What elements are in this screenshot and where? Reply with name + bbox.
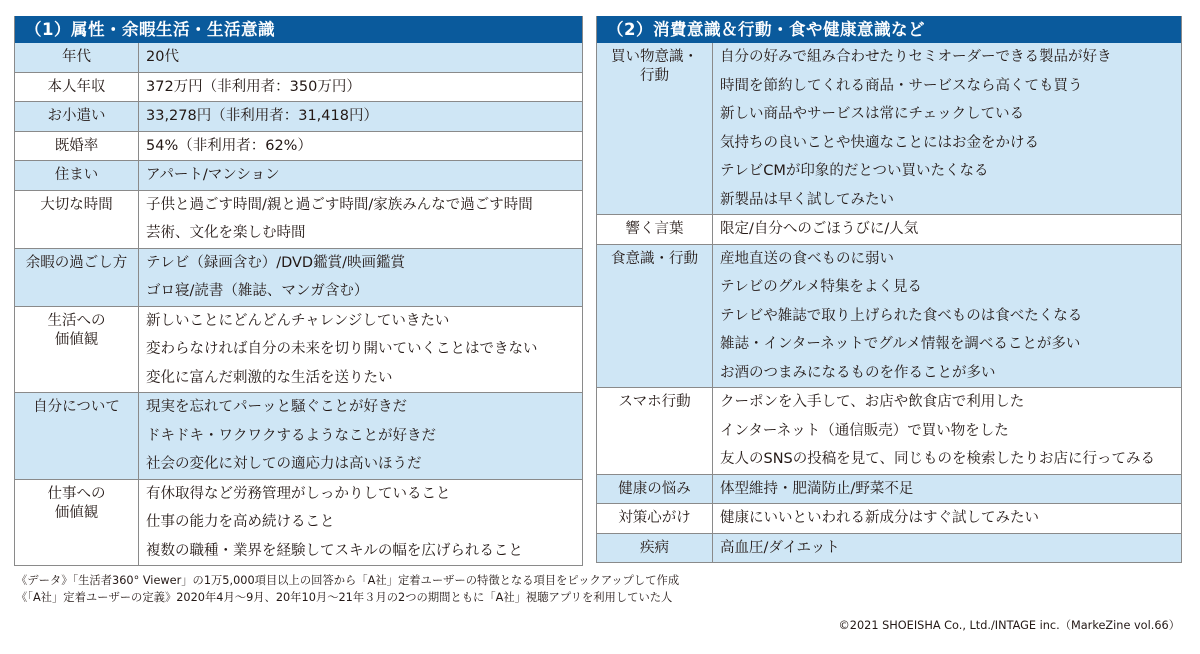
- table-row: [15, 160, 582, 190]
- row-value: 健康にいいといわれる新成分はすぐ試してみたい: [720, 510, 1039, 526]
- row-label: [597, 245, 713, 388]
- row-values: [713, 245, 1181, 388]
- row-values: [713, 534, 1181, 563]
- row-value: 20代: [146, 49, 179, 65]
- table-row: [15, 190, 582, 248]
- row-value: 33,278円（非利用者：31,418円）: [146, 108, 378, 124]
- row-label: [15, 307, 139, 393]
- row-value: 雑誌・インターネットでグルメ情報を調べることが多い: [720, 336, 1081, 352]
- row-values: [139, 132, 582, 161]
- row-value: 新製品は早く試してみたい: [720, 191, 894, 208]
- table-row: [15, 72, 582, 102]
- table-row: [15, 306, 582, 393]
- row-label: [597, 388, 713, 474]
- row-label-line: 価値観: [54, 331, 99, 348]
- consumption-panel-title: （2）消費意識＆行動・食や健康意識など: [597, 16, 1181, 43]
- row-value: 友人のSNSの投稿を見て、同じものを検索したりお店に行ってみる: [720, 451, 1155, 467]
- row-values: [713, 43, 1181, 214]
- table-row: [597, 244, 1181, 388]
- table-row: [15, 101, 582, 131]
- row-value: 高血圧/ダイエット: [720, 539, 840, 556]
- row-label-line: 大切な時間: [40, 196, 113, 213]
- row-values: [139, 191, 582, 248]
- row-value: お酒のつまみになるものを作ることが多い: [720, 364, 996, 381]
- row-value: 54%（非利用者：62%）: [146, 137, 312, 154]
- row-label-line: 生活への: [47, 312, 106, 329]
- row-values: [139, 102, 582, 131]
- row-values: [139, 480, 582, 566]
- table-row: [597, 387, 1181, 474]
- row-values: [139, 249, 582, 306]
- row-value: 新しい商品やサービスは常にチェックしている: [720, 106, 1025, 122]
- row-label-line: 買い物意識・: [611, 49, 698, 65]
- table-row: [597, 214, 1181, 244]
- row-label-line: 仕事への: [47, 485, 106, 502]
- row-values: [713, 504, 1181, 533]
- row-label: [597, 534, 713, 563]
- row-values: [713, 215, 1181, 244]
- footnotes: [16, 572, 679, 606]
- row-label-line: 疾病: [640, 539, 669, 556]
- row-label-line: 住まい: [54, 167, 99, 183]
- row-label-line: 既婚率: [54, 137, 99, 154]
- table-row: [15, 479, 582, 566]
- row-value: 有休取得など労務管理がしっかりしていること: [146, 485, 451, 502]
- row-label: [15, 191, 139, 248]
- row-label-line: 本人年収: [47, 78, 106, 95]
- row-label: [15, 102, 139, 131]
- row-values: [139, 161, 582, 190]
- row-value: テレビ（録画含む）/DVD鑑賞/映画鑑賞: [146, 254, 405, 271]
- row-label-line: 響く言葉: [625, 221, 684, 237]
- row-value: アパート/マンション: [146, 167, 280, 183]
- row-value: 新しいことにどんどんチャレンジしていきたい: [146, 312, 450, 329]
- row-values: [139, 73, 582, 102]
- row-value: 産地直送の食べものに弱い: [720, 250, 894, 267]
- row-label-line: スマホ行動: [618, 394, 691, 410]
- table-row: [597, 533, 1181, 563]
- table-row: [15, 131, 582, 161]
- row-value: クーポンを入手して、お店や飲食店で利用した: [720, 394, 1025, 410]
- row-value: 複数の職種・業界を経験してスキルの幅を広げられること: [146, 542, 523, 559]
- row-label-line: 行動: [640, 68, 669, 84]
- row-label: [15, 73, 139, 102]
- row-value: 芸術、文化を楽しむ時間: [146, 225, 306, 241]
- row-value: ゴロ寝/読書（雑誌、マンガ含む）: [146, 283, 369, 299]
- row-value: テレビのグルメ特集をよく見る: [720, 279, 922, 295]
- row-label-line: 食意識・行動: [611, 250, 698, 267]
- row-label: [597, 215, 713, 244]
- row-label-line: お小遣い: [47, 108, 106, 124]
- table-row: [597, 503, 1181, 533]
- row-value: テレビや雑誌で取り上げられた食べものは食べたくなる: [720, 307, 1083, 324]
- row-value: 変化に富んだ刺激的な生活を送りたい: [146, 369, 393, 386]
- row-values: [139, 307, 582, 393]
- row-label: [15, 132, 139, 161]
- row-label-line: 余暇の過ごし方: [25, 254, 128, 271]
- row-value: 社会の変化に対しての適応力は高いほうだ: [146, 456, 422, 472]
- row-values: [713, 475, 1181, 504]
- row-label: [15, 43, 139, 72]
- row-label-line: 自分について: [33, 399, 120, 415]
- consumption-table: [597, 43, 1181, 562]
- row-label: [15, 249, 139, 306]
- row-value: インターネット（通信販売）で買い物をした: [720, 422, 1009, 439]
- row-label-line: 年代: [62, 49, 91, 65]
- row-value: テレビCMが印象的だとつい買いたくなる: [720, 163, 989, 179]
- row-values: [139, 393, 582, 479]
- row-value: 限定/自分へのごほうびに/人気: [720, 221, 919, 237]
- row-label: [597, 43, 713, 214]
- row-label: [15, 480, 139, 566]
- row-value: 子供と過ごす時間/親と過ごす時間/家族みんなで過ごす時間: [146, 196, 533, 213]
- row-values: [139, 43, 582, 72]
- row-label: [15, 161, 139, 190]
- table-row: [597, 43, 1181, 214]
- table-row: [597, 474, 1181, 504]
- row-label: [597, 475, 713, 504]
- row-label-line: 健康の悩み: [618, 480, 691, 497]
- table-row: [15, 392, 582, 479]
- row-values: [713, 388, 1181, 474]
- attributes-table: [15, 43, 582, 565]
- consumption-panel: [596, 16, 1182, 563]
- row-value: 体型維持・肥満防止/野菜不足: [720, 480, 914, 497]
- row-label-line: 価値観: [54, 504, 99, 521]
- row-value: 現実を忘れてパーッと騒ぐことが好きだ: [146, 399, 407, 415]
- row-label: [597, 504, 713, 533]
- row-value: ドキドキ・ワクワクするようなことが好きだ: [146, 427, 436, 444]
- copyright-text: ©2021 SHOEISHA Co., Ltd./INTAGE inc.（MarkeZine vol.66）: [838, 619, 1180, 632]
- row-value: 時間を節約してくれる商品・サービスなら高くても買う: [720, 77, 1083, 94]
- table-row: [15, 248, 582, 306]
- row-value: 気持ちの良いことや快適なことにはお金をかける: [720, 134, 1039, 151]
- row-value: 仕事の能力を高め続けること: [146, 514, 335, 530]
- row-label: [15, 393, 139, 479]
- footnote-definition: 《「A社」定着ユーザーの定義》2020年4月～9月、20年10月～21年３月の2つの期間ともに「A社」視聴アプリを利用していた人: [16, 591, 673, 604]
- row-value: 自分の好みで組み合わせたりセミオーダーできる製品が好き: [720, 49, 1112, 65]
- attributes-panel-title: （1）属性・余暇生活・生活意識: [15, 16, 582, 43]
- row-value: 372万円（非利用者：350万円）: [146, 78, 361, 95]
- row-value: 変わらなければ自分の未来を切り開いていくことはできない: [146, 341, 538, 357]
- row-label-line: 対策心がけ: [618, 510, 691, 526]
- table-row: [15, 43, 582, 72]
- attributes-panel: [14, 16, 583, 566]
- footnote-data-source: 《データ》「生活者360° Viewer」の1万5,000項目以上の回答から「A社」定着ユーザーの特徴となる項目をピックアップして作成: [16, 574, 680, 587]
